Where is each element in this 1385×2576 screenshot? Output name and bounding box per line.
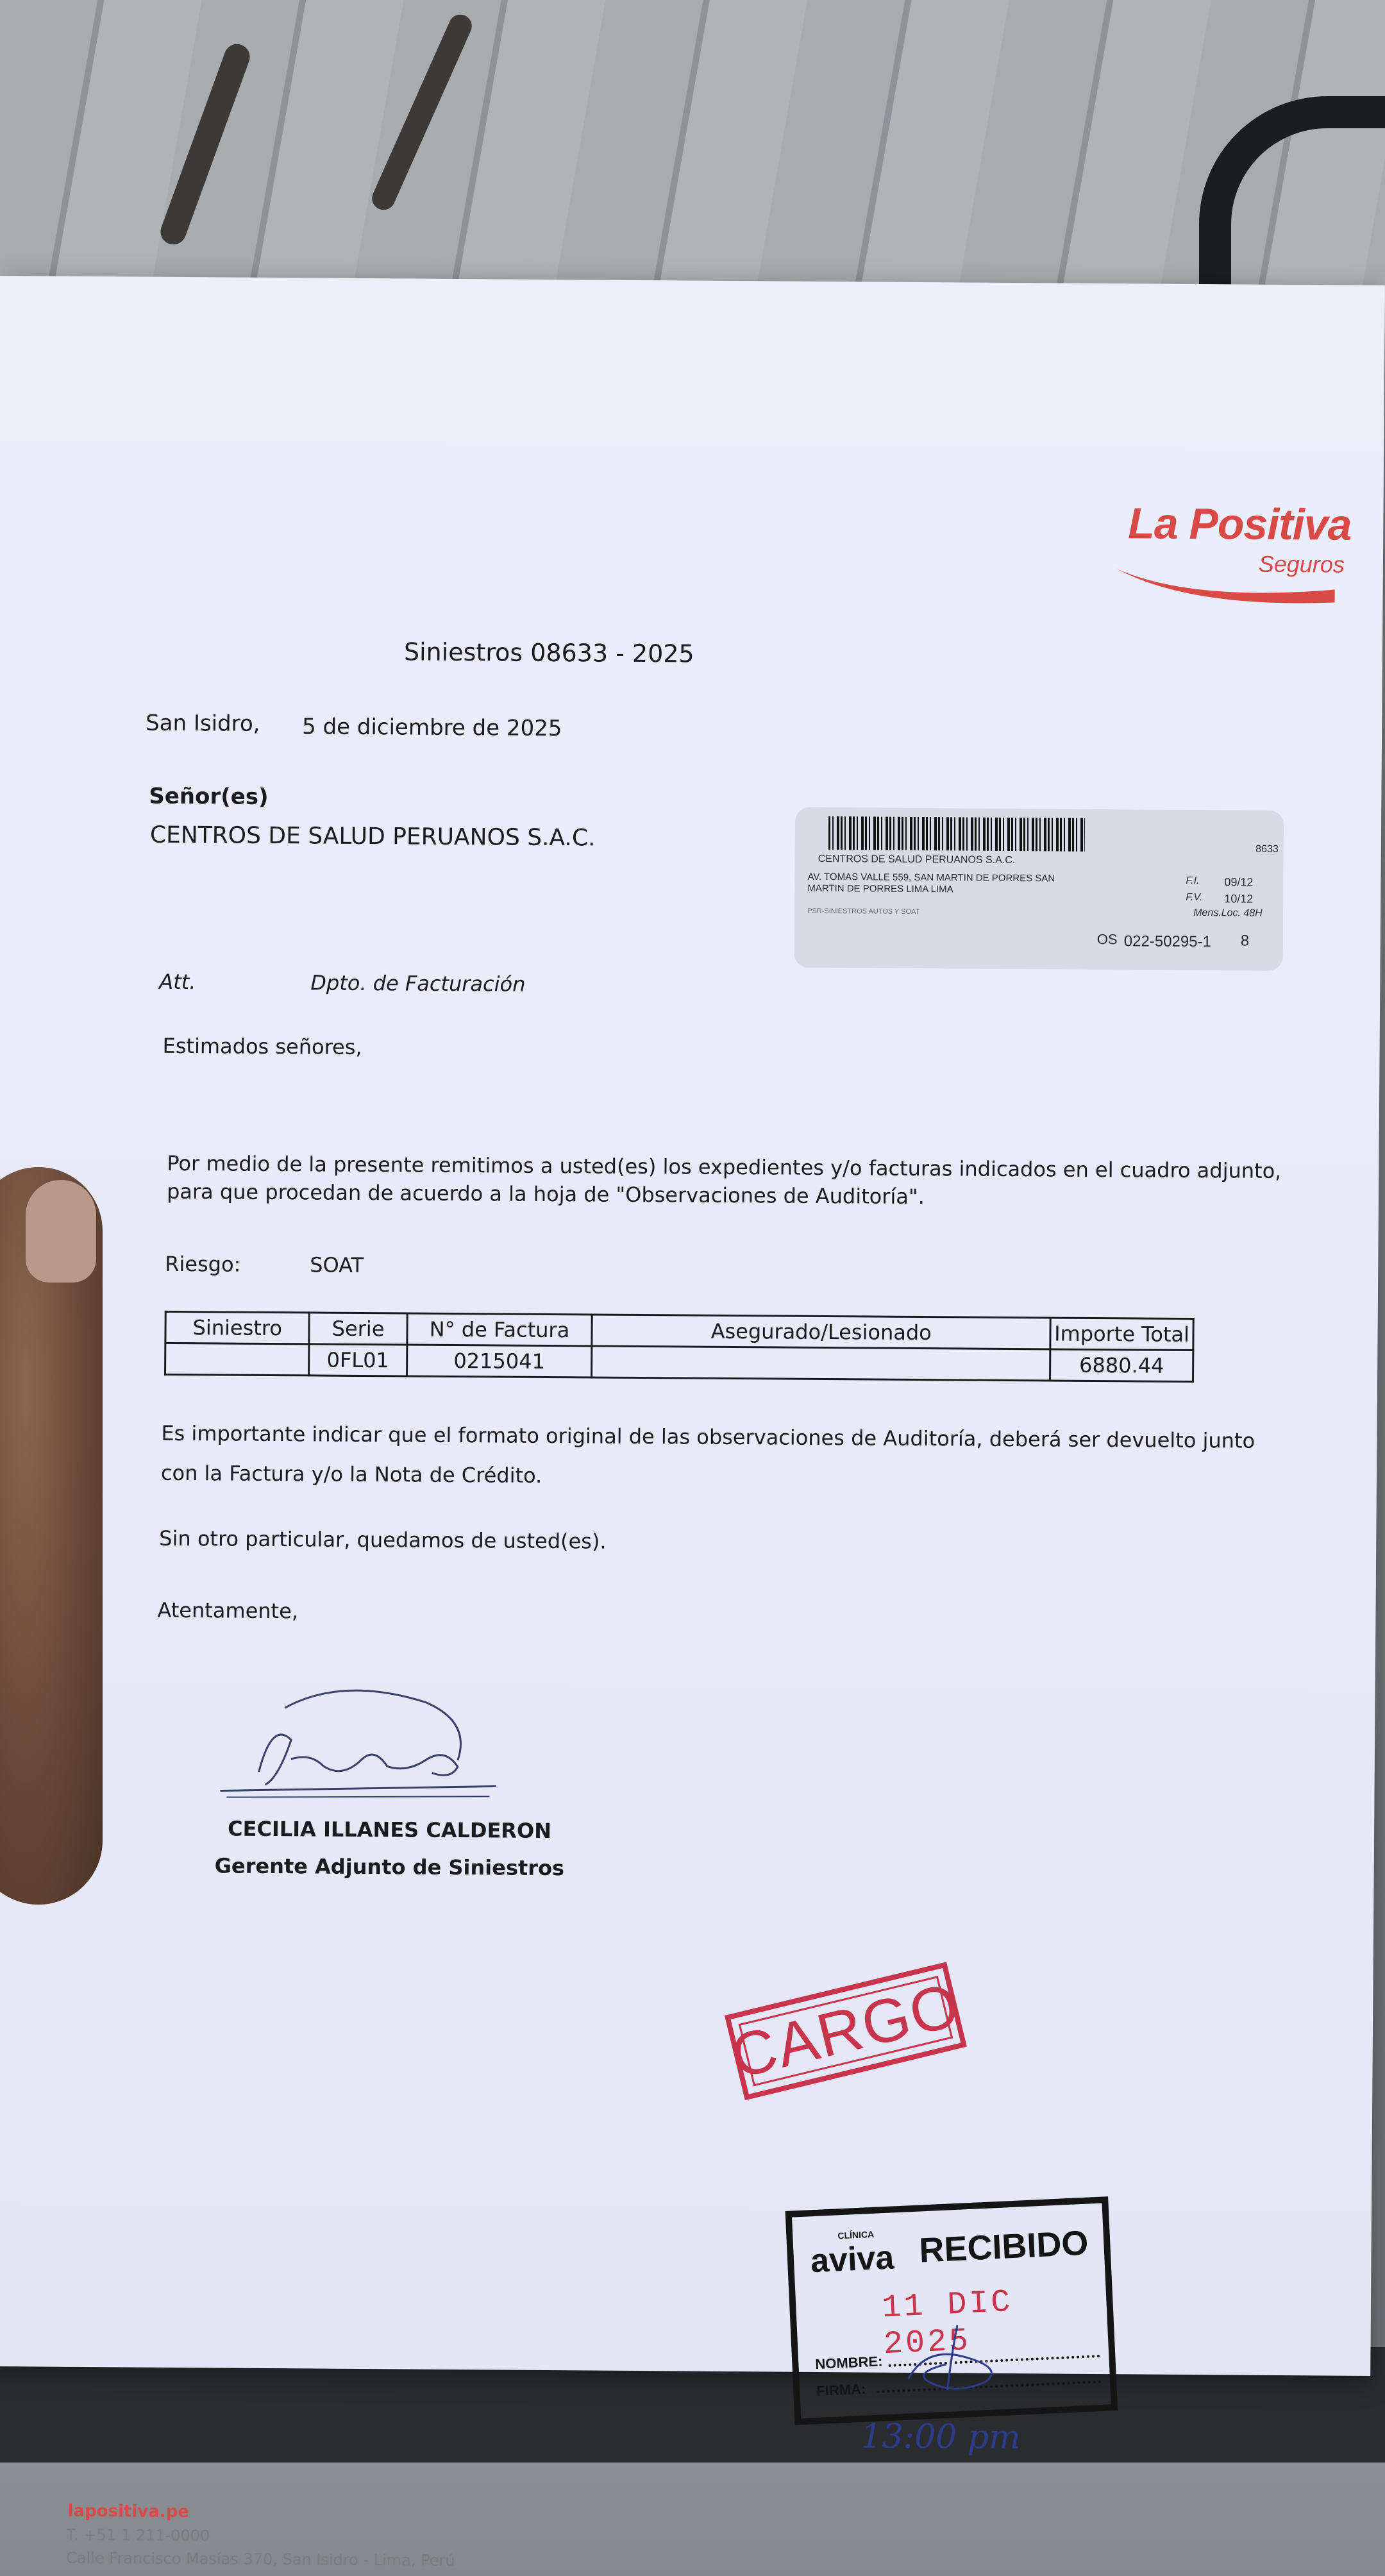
sticker-fi-value: 09/12 [1224, 875, 1254, 889]
barcode-icon [828, 816, 1085, 852]
invoice-table [164, 1311, 1195, 1383]
table-header: Siniestro [165, 1311, 310, 1344]
place: San Isidro, [145, 710, 260, 737]
logo-sub: Seguros [1258, 550, 1345, 578]
paragraph-1-line1: Por medio de la presente remitimos a usted(es) los expedientes y/o facturas indicados en el cuadro adjunto, [167, 1150, 1282, 1183]
pavement-crack [157, 40, 253, 248]
table-header: N° de Factura [407, 1313, 592, 1346]
paragraph-1 [167, 1149, 1282, 1213]
greeting: Estimados señores, [162, 1033, 362, 1059]
att-value: Dpto. de Facturación [310, 970, 526, 997]
address-label-sticker [794, 807, 1284, 971]
table-row [165, 1343, 1193, 1381]
sticker-os-label: OS [1096, 930, 1118, 948]
table-cell [592, 1346, 1050, 1381]
table-header: Importe Total [1050, 1318, 1193, 1351]
recibido-brand-small: CLÍNICA [837, 2228, 875, 2241]
paragraph-2 [161, 1413, 1255, 1501]
firma-label: FIRMA: [816, 2380, 866, 2400]
footer-address: Calle Francisco Masías 370, San Isidro - Lima, Perú [66, 2548, 455, 2570]
recibido-date: 11 DIC 2025 [881, 2284, 1014, 2364]
sticker-code: 8633 [1255, 843, 1279, 855]
sticker-mens: Mens.Loc. 48H [1193, 907, 1263, 919]
sticker-name: CENTROS DE SALUD PERUANOS S.A.C. [818, 853, 1016, 866]
riesgo-label: Riesgo: [165, 1251, 241, 1277]
att-label: Att. [159, 969, 196, 995]
table-cell: 0215041 [407, 1345, 592, 1377]
sticker-fi-label: F.I. [1186, 875, 1200, 887]
sticker-fv-label: F.V. [1186, 891, 1203, 904]
paragraph-1-line2: para que procedan de acuerdo a la hoja de "Observaciones de Auditoría". [166, 1179, 925, 1209]
logo-text: La Positiva [1128, 499, 1352, 550]
nombre-label: NOMBRE: [814, 2353, 884, 2373]
thumbnail-nail [26, 1180, 96, 1283]
handwritten-time: 13:00 pm [860, 2417, 1021, 2457]
cargo-stamp-inner [725, 1970, 967, 2092]
sticker-os-number: 8 [1240, 932, 1250, 950]
table-cell: 6880.44 [1050, 1349, 1193, 1382]
sticker-fv-value: 10/12 [1224, 892, 1254, 905]
logo-swoosh-icon [1113, 562, 1344, 609]
riesgo-value: SOAT [310, 1252, 364, 1277]
pavement-crack [368, 11, 475, 214]
footer-phone: T. +51 1 211-0000 [66, 2525, 210, 2545]
recipient-company: CENTROS DE SALUD PERUANOS S.A.C. [149, 821, 596, 852]
letter-page [0, 276, 1385, 2570]
la-positiva-logo [1113, 498, 1351, 609]
table-cell [165, 1343, 310, 1376]
table-header: Serie [309, 1313, 407, 1345]
paragraph-2-line2: con la Factura y/o la Nota de Crédito. [160, 1460, 542, 1488]
paragraph-2-line1: Es importante indicar que el formato original de las observaciones de Auditoría, deberá ser devuelto junto [161, 1420, 1255, 1453]
sticker-address-line1: AV. TOMAS VALLE 559, SAN MARTIN DE PORRES SAN [807, 871, 1055, 884]
salutation: Señor(es) [149, 783, 269, 810]
recibido-brand: aviva [809, 2239, 895, 2280]
table-header: Asegurado/Lesionado [592, 1315, 1050, 1349]
sticker-small-text: PSR-SINIESTROS AUTOS Y SOAT [807, 907, 920, 916]
sticker-os-value: 022-50295-1 [1123, 932, 1212, 951]
recibido-word: RECIBIDO [918, 2223, 1089, 2270]
footer-website: lapositiva.pe [67, 2501, 190, 2522]
sticker-address-line2: MARTIN DE PORRES LIMA LIMA [807, 882, 953, 895]
paragraph-3: Sin otro particular, quedamos de usted(es). [159, 1526, 607, 1554]
claim-title: Siniestros 08633 - 2025 [403, 637, 694, 668]
closing: Atentamente, [157, 1597, 299, 1624]
stamp-signature [887, 2316, 1031, 2399]
handwritten-signature [214, 1681, 509, 1812]
cargo-stamp [725, 1962, 967, 2100]
signer-title: Gerente Adjunto de Siniestros [214, 1853, 565, 1881]
recibido-stamp [785, 2196, 1118, 2425]
letter-date: 5 de diciembre de 2025 [301, 714, 562, 742]
cargo-stamp-text: CARGO [725, 1970, 967, 2092]
signer-name: CECILIA ILLANES CALDERON [227, 1816, 552, 1844]
table-cell: 0FL01 [309, 1344, 407, 1376]
